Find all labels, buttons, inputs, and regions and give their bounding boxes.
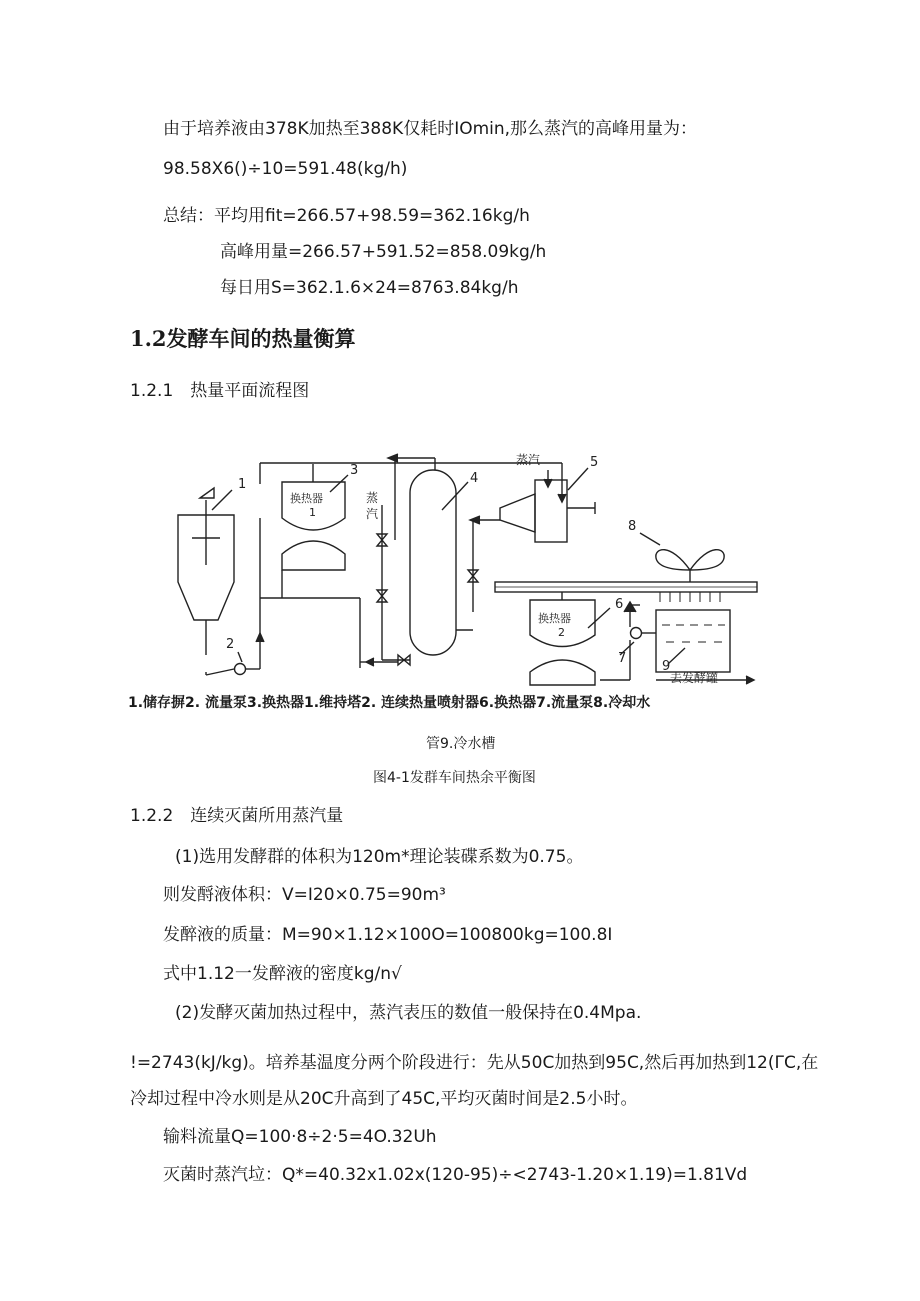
label-7: 7 [618, 651, 627, 666]
hx1-label: 换热器 [290, 492, 323, 505]
fan-icon [656, 550, 724, 570]
steam-vertical-1: 蒸 [366, 491, 379, 505]
heading-1-2: 1.2发酵车间的热量衡算 [130, 326, 356, 351]
heat-flow-diagram [170, 430, 760, 690]
pump-1-icon [235, 664, 246, 675]
steam-top-label: 蒸汽 [516, 453, 541, 467]
figure-caption: 图4-1发群车间热余平衡图 [373, 770, 536, 786]
holding-tower [410, 470, 456, 655]
label-5: 5 [590, 455, 599, 470]
label-3: 3 [350, 463, 359, 478]
water-surface [662, 625, 725, 642]
text-summary-peak: 高峰用量=266.57+591.52=858.09kg/h [220, 242, 547, 262]
text-summary-average: 总结：平均用fit=266.57+98.59=362.16kg/h [163, 206, 530, 226]
text-steam-consumption: 灭菌时蒸汽垃：Q*=40.32x1.02x(120-95)÷<2743-1.20×1.19)=1.81Vd [163, 1165, 748, 1185]
text-tank-volume: (1)选用发酵群的体积为120m*理论装碟系数为0.75。 [175, 847, 584, 867]
pump-2-icon [631, 628, 642, 639]
text-peak-calc: 98.58X6()÷10=591.48(kg/h) [163, 159, 408, 179]
label-4: 4 [470, 471, 479, 486]
text-steam-pressure: (2)发酵灭菌加热过程中，蒸汽表压的数值一般保持在0.4Mpa. [175, 1003, 642, 1023]
heading-1-2-1: 1.2.1 热量平面流程图 [130, 381, 310, 401]
to-fermenter-label: 去发酵罐 [670, 671, 719, 685]
heading-1-2-2: 1.2.2 连续灭菌所用蒸汽量 [130, 806, 344, 826]
label-9: 9 [662, 659, 671, 674]
text-liquid-mass: 发醉液的质量：M=90×1.12×100O=100800kg=100.8I [163, 925, 613, 945]
text-summary-daily: 每日用S=362.1.6×24=8763.84kg/h [220, 278, 519, 298]
label-1: 1 [238, 477, 247, 492]
text-heating-stages: !=2743(kJ/kg)。培养基温度分两个阶段进行：先从50C加热到95C,然后再加热到12(ΓC,在 [130, 1053, 819, 1073]
hx2-label: 换热器 [538, 612, 571, 625]
diagram-legend-line1: 1.储存摒2. 流量泵3.换热器1.维持塔2. 连续热量喷射器6.换热器7.流量泵8.冷却水 [128, 695, 651, 711]
text-cooling-process: 冷却过程中冷水则是从20C升高到了45C,平均灭菌时间是2.5小时。 [130, 1089, 638, 1109]
text-density-note: 式中1.12一发醉液的密度kg/n√ [163, 964, 402, 984]
hx1-num: 1 [309, 506, 316, 519]
label-6: 6 [615, 597, 624, 612]
label-2: 2 [226, 637, 235, 652]
diagram-legend-line2: 管9.冷水槽 [426, 736, 496, 752]
text-steam-peak-intro: 由于培养液由378K加热至388K仅耗时IOmin,那么蒸汽的高峰用量为： [163, 119, 698, 139]
motor-icon [200, 488, 214, 498]
label-8: 8 [628, 519, 637, 534]
cooling-spray-arrows [660, 592, 720, 602]
injector-cone [500, 494, 535, 532]
steam-vertical-2: 汽 [366, 507, 379, 521]
text-liquid-volume: 则发酹液体积：V=I20×0.75=90m³ [163, 885, 446, 905]
text-feed-flow: 输料流量Q=100·8÷2·5=4O.32Uh [163, 1127, 437, 1147]
hx2-num: 2 [558, 626, 565, 639]
